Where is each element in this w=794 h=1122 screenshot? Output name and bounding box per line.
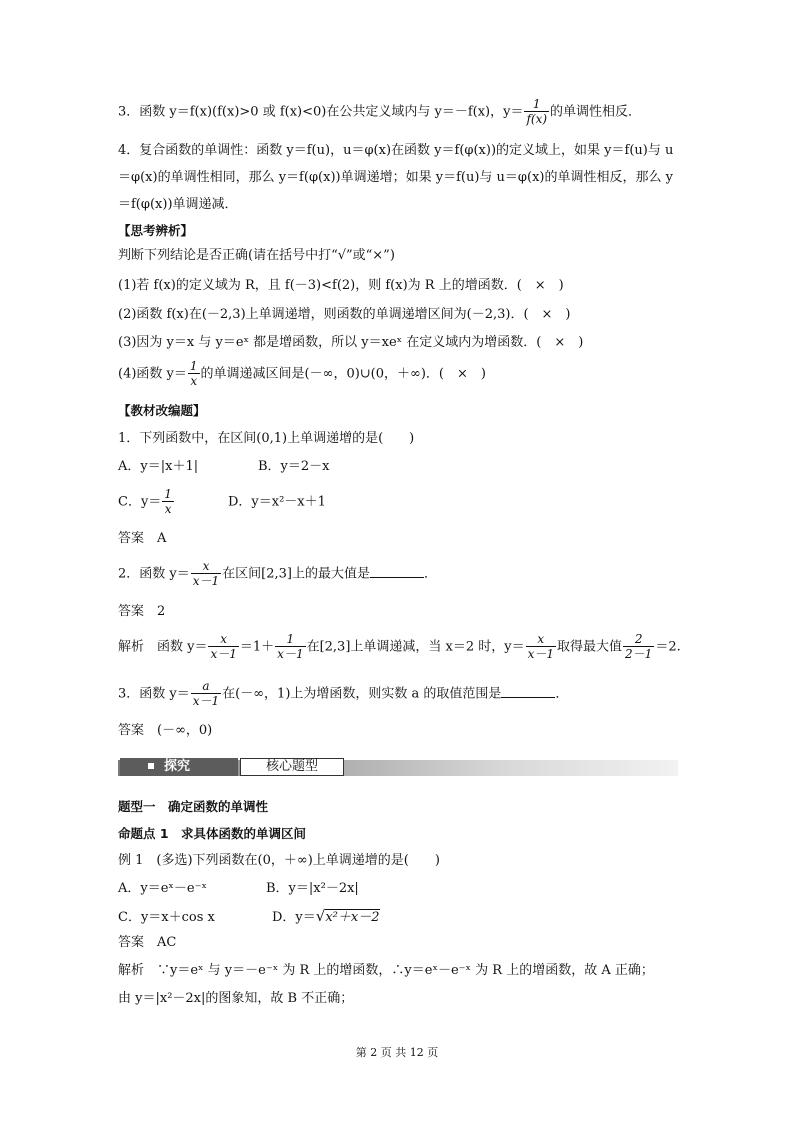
subtopic-heading: 命题点 1 求具体函数的单调区间 — [118, 826, 307, 841]
frac-num: 1 — [189, 359, 198, 373]
option-d — [272, 907, 380, 925]
frac-den: f(x) — [526, 112, 548, 126]
radicand: x²＋x－2 — [325, 910, 380, 925]
question-1: 1．下列函数中，在区间(0,1)上单调递增的是( ) — [118, 431, 415, 446]
ex1-options-cd — [118, 907, 380, 927]
item-4-line-2: ＝φ(x)的单调性相同，那么 y＝f(φ(x))单调递增；如果 y＝f(u)与 u＝φ(x)的单调性相反，那么 y — [118, 170, 673, 185]
text: 在[2,3]上单调递减，当 x＝2 时，y＝ — [306, 639, 525, 655]
page-footer: 第 2 页 共 12 页 — [355, 1046, 439, 1059]
fraction — [162, 488, 174, 516]
answer-blank — [370, 565, 424, 578]
text: 3．函数 y＝f(x)(f(x)>0 或 f(x)<0)在公共定义域内与 y＝－f(x)，y＝ — [118, 104, 524, 120]
example-1: 例 1 (多选)下列函数在(0，＋∞)上单调递增的是( ) — [118, 853, 440, 868]
answer-1: 答案 A — [118, 531, 167, 546]
solution-example-1-line-1: 解析 ∵y＝eˣ 与 y＝－e⁻ˣ 为 R 上的增函数，∴y＝eˣ－e⁻ˣ 为 R 上的增函数，故 A 正确； — [118, 963, 654, 978]
text: ． — [555, 686, 569, 702]
item-4-line-3: ＝f(φ(x))单调递减． — [118, 197, 238, 212]
fraction — [623, 633, 654, 661]
frac-num: x — [526, 633, 556, 647]
q1-options-cd — [118, 488, 326, 516]
section-banner — [118, 758, 678, 778]
fraction — [275, 633, 305, 661]
banner-left — [120, 758, 238, 776]
banner-right: 核心题型 — [240, 758, 344, 776]
text: ＝2. — [655, 639, 681, 655]
text: 取得最大值 — [557, 639, 623, 655]
text: 2．函数 y＝ — [118, 566, 190, 582]
option-b: B．y＝2－x — [258, 459, 330, 474]
frac-den: x－1 — [527, 647, 555, 661]
fraction — [191, 560, 221, 588]
text: ＝1＋ — [239, 639, 275, 655]
think-3: (3)因为 y＝x 与 y＝eˣ 都是增函数，所以 y＝xeˣ 在定义域内为增函数．( × ) — [118, 335, 584, 350]
sqrt-symbol: √ — [315, 907, 326, 925]
fraction — [188, 360, 200, 388]
frac-den: x－1 — [277, 647, 304, 661]
option-a: A．y＝eˣ－e⁻ˣ — [118, 881, 208, 896]
text: ． — [423, 566, 437, 582]
frac-num: 1 — [275, 633, 305, 647]
answer-2: 答案 2 — [118, 604, 166, 619]
text: 在(－∞，1)上为增函数，则实数 a 的取值范围是 — [222, 686, 502, 702]
frac-den: x－1 — [210, 647, 237, 661]
text: 的单调递减区间是(－∞，0)∪(0，＋∞)．( × ) — [200, 366, 486, 382]
frac-den: x — [164, 502, 172, 516]
answer-blank — [501, 685, 555, 698]
text: 3．函数 y＝ — [118, 686, 190, 702]
question-3 — [118, 680, 568, 708]
fraction — [524, 98, 549, 126]
frac-den: x－1 — [192, 574, 220, 588]
frac-num: 1 — [164, 487, 172, 501]
text: (4)函数 y＝ — [118, 366, 187, 382]
text: 的单调性相反． — [550, 104, 642, 120]
question-2 — [118, 560, 437, 588]
text: 在区间[2,3]上的最大值是 — [222, 566, 370, 582]
option-a: A．y＝|x＋1| — [118, 459, 199, 474]
item-4-line-1: 4．复合函数的单调性：函数 y＝f(u)，u＝φ(x)在函数 y＝f(φ(x))的定义域上，如果 y＝f(u)与 u — [118, 143, 674, 158]
banner-left-label: 探究 — [164, 759, 191, 774]
option-c — [118, 488, 228, 516]
frac-num: a — [191, 680, 221, 694]
fraction — [208, 633, 238, 661]
q1-options-ab — [118, 458, 330, 476]
think-1: (1)若 f(x)的定义域为 R，且 f(－3)<f(2)，则 f(x)为 R 上的增函数．( × ) — [118, 278, 564, 293]
frac-den: x — [190, 374, 198, 388]
answer-example-1: 答案 AC — [118, 935, 177, 950]
option-d: D．y＝x²－x＋1 — [228, 494, 326, 510]
heading-think: 【思考辨析】 — [118, 223, 194, 238]
think-2: (2)函数 f(x)在(－2,3)上单调递增，则函数的单调递增区间为(－2,3)．( × ) — [118, 307, 571, 322]
frac-den: 2－1 — [625, 647, 653, 661]
fraction — [526, 633, 556, 661]
think-intro: 判断下列结论是否正确(请在括号中打“√”或“×”) — [118, 248, 395, 263]
item-3 — [118, 98, 641, 126]
option-b: B．y＝|x²－2x| — [266, 881, 359, 896]
text: C．y＝ — [118, 494, 162, 510]
frac-num: 2 — [623, 633, 654, 647]
fraction — [191, 680, 221, 708]
think-4 — [118, 360, 486, 388]
frac-num: x — [191, 560, 221, 574]
text: D．y＝ — [272, 910, 316, 925]
solution-example-1-line-2: 由 y＝|x²－2x|的图象知，故 B 不正确； — [118, 991, 354, 1006]
solution-2 — [118, 633, 681, 661]
answer-3: 答案 (－∞，0) — [118, 723, 213, 738]
type-heading: 题型一 确定函数的单调性 — [118, 799, 269, 814]
text: 解析 函数 y＝ — [118, 639, 208, 655]
ex1-options-ab — [118, 880, 359, 898]
frac-den: x－1 — [192, 694, 220, 708]
frac-num: x — [208, 633, 238, 647]
frac-num: 1 — [524, 98, 549, 112]
option-c: C．y＝x＋cos x — [118, 910, 215, 925]
heading-textbook: 【教材改编题】 — [118, 403, 206, 418]
square-icon — [148, 763, 154, 769]
